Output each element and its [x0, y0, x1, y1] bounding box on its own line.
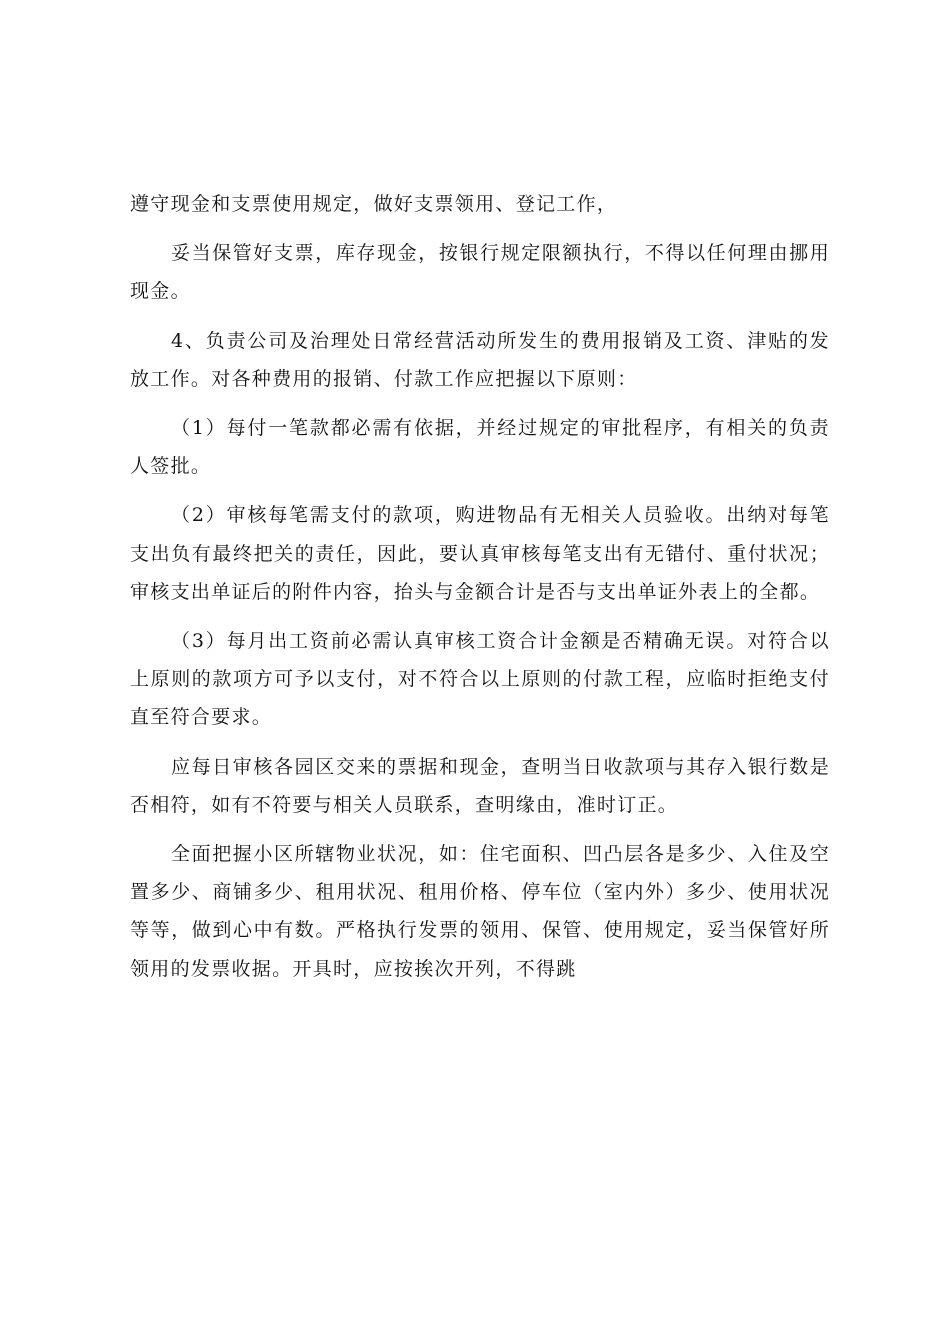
document-body — [130, 185, 830, 999]
paragraph-principle-3: （3）每月出工资前必需认真审核工资合计金额是否精确无误。对符合以上原则的款项方可予以支付，对不符合以上原则的付款工程，应临时拒绝支付直至符合要求。 — [130, 630, 830, 729]
paragraph-item-4: 4、负责公司及治理处日常经营活动所发生的费用报销及工资、津贴的发放工作。对各种费用的报销、付款工作应把握以下原则： — [130, 329, 830, 390]
paragraph-safekeeping: 妥当保管好支票，库存现金，按银行规定限额执行，不得以任何理由挪用现金。 — [130, 242, 830, 303]
paragraph-property-overview: 全面把握小区所辖物业状况，如：住宅面积、凹凸层各是多少、入住及空置多少、商铺多少、租用状况、租用价格、停车位（室内外）多少、使用状况等等，做到心中有数。严格执行发票的领用、保管、使用规定，妥当保管好所领用的发票收据。开具时，应按挨次开列，不得跳 — [130, 843, 830, 980]
paragraph-daily-audit: 应每日审核各园区交来的票据和现金，查明当日收款项与其存入银行数是否相符，如有不符要与相关人员联系，查明缘由，准时订正。 — [130, 755, 830, 816]
paragraph-principle-1: （1）每付一笔款都必需有依据，并经过规定的审批程序，有相关的负责人签批。 — [130, 417, 830, 478]
paragraph-principle-2: （2）审核每笔需支付的款项，购进物品有无相关人员验收。出纳对每笔支出负有最终把关的责任，因此，要认真审核每笔支出有无错付、重付状况；审核支出单证后的附件内容，抬头与金额合计是否与支出单证外表上的全都。 — [130, 504, 830, 603]
paragraph-cash-check-rules: 遵守现金和支票使用规定，做好支票领用、登记工作， — [130, 193, 618, 215]
